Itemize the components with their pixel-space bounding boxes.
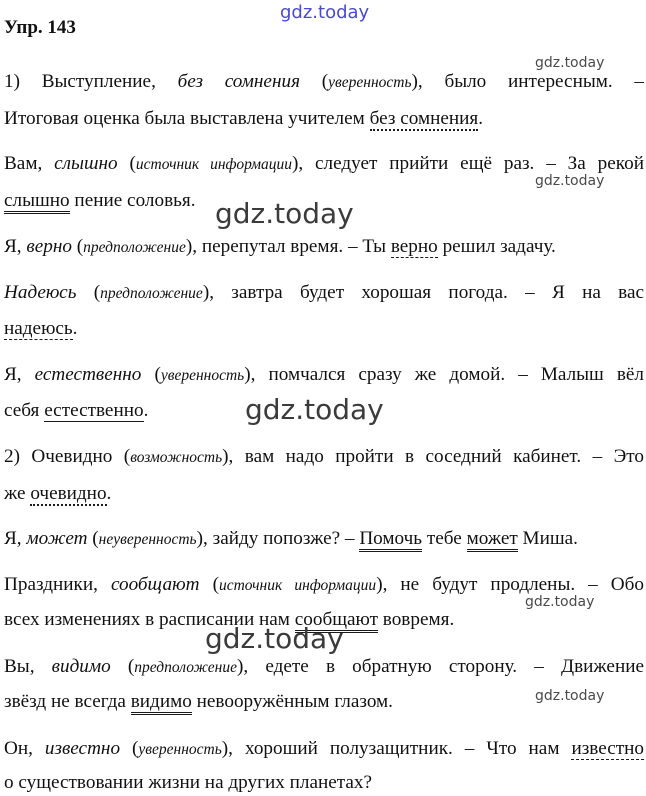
watermark-large-3: gdz.today	[205, 622, 344, 655]
paragraph-line: Я, может (неуверенность), зайду попозже? – Помочь тебе может Миша.	[4, 527, 644, 552]
paragraph-line: Вам, слышно (источник информации), следует прийти ещё раз. – За рекой	[4, 153, 645, 174]
paragraph-line: Я, естественно (уверенность), помчался сразу же домой. – Малыш вёл	[4, 364, 645, 385]
exercise-title: Упр. 143	[4, 17, 76, 38]
paragraph-line: Надеюсь (предположение), завтра будет хорошая погода. – Я на вас	[4, 282, 644, 303]
paragraph-line: надеюсь.	[4, 318, 78, 339]
paragraph-line: Праздники, сообщают (источник информации), не будут продлены. – Обо	[4, 574, 645, 595]
paragraph-line: 1) Выступление, без сомнения (уверенность), было интересным. –	[4, 71, 645, 92]
paragraph-line: же очевидно.	[4, 483, 112, 504]
paragraph-line: Итоговая оценка была выставлена учителем без сомнения.	[4, 108, 484, 129]
watermark-large-2: gdz.today	[245, 393, 384, 426]
watermark-small-4: gdz.today	[535, 688, 605, 704]
paragraph-line: себя естественно.	[4, 400, 149, 421]
paragraph-line: Вы, видимо (предположение), едете в обратную сторону. – Движение	[4, 656, 644, 677]
paragraph-line: о существовании жизни на других планетах?	[4, 772, 373, 793]
paragraph-line: Он, известно (уверенность), хороший полузащитник. – Что нам известно	[4, 738, 644, 759]
watermark-small-3: gdz.today	[525, 594, 595, 610]
watermark-small-1: gdz.today	[535, 55, 605, 71]
paragraph-line: слышно пение соловья.	[4, 189, 644, 213]
paragraph-line: звёзд не всегда видимо невооружённым глазом.	[4, 690, 644, 714]
paragraph-line: Я, верно (предположение), перепутал время. – Ты верно решил задачу.	[4, 236, 556, 257]
paragraph-line: 2) Очевидно (возможность), вам надо пройти в соседний кабинет. – Это	[4, 446, 644, 467]
paragraph-line: всех изменениях в расписании нам сообщают вовремя.	[4, 608, 644, 632]
watermark-small-2: gdz.today	[535, 173, 605, 189]
watermark-large-1: gdz.today	[215, 197, 354, 230]
watermark-top: gdz.today	[280, 2, 370, 23]
